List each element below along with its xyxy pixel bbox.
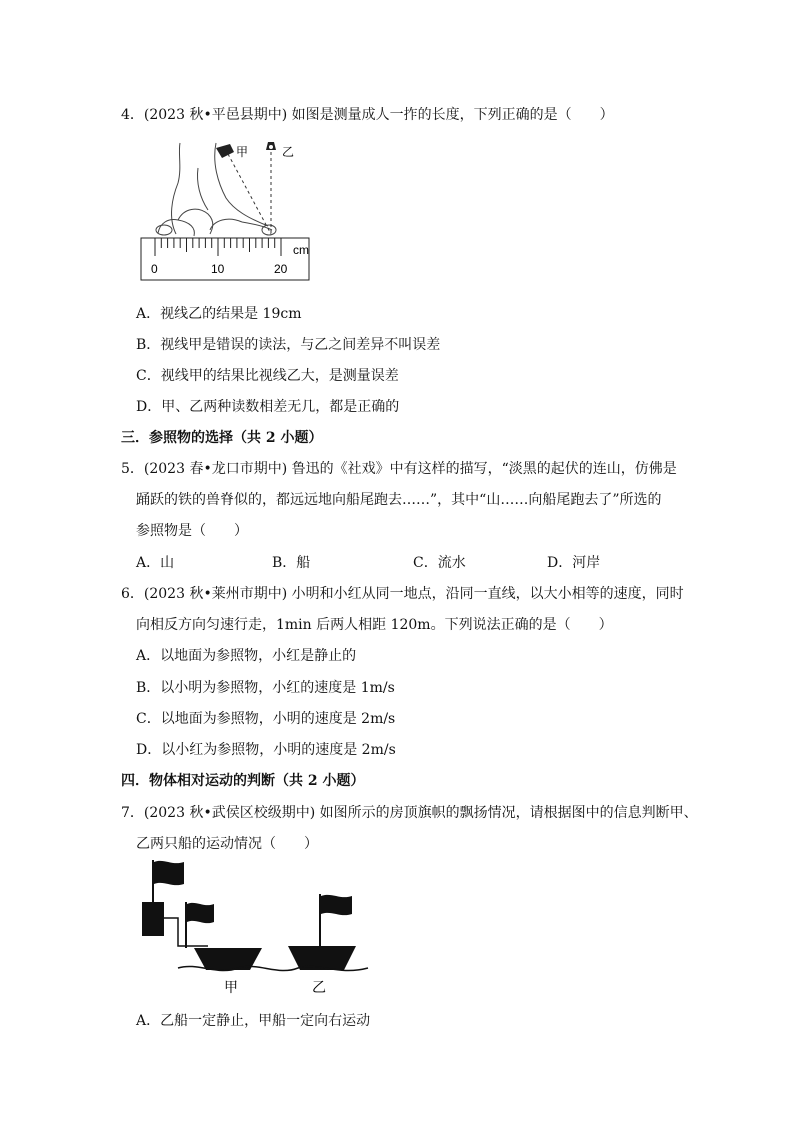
q6-option-d: D．以小红为参照物，小明的速度是 2m/s xyxy=(136,742,396,758)
boat-yi-flag xyxy=(321,895,352,915)
section-4-title: 四．物体相对运动的判断（共 2 小题） xyxy=(121,773,365,789)
section-3-title: 三．参照物的选择（共 2 小题） xyxy=(121,430,323,446)
figure-label-jia: 甲 xyxy=(236,145,249,159)
q4-option-d: D．甲、乙两种读数相差无几，都是正确的 xyxy=(136,399,400,415)
q7-option-a: A．乙船一定静止，甲船一定向右运动 xyxy=(136,1013,371,1029)
ruler-label-0: 0 xyxy=(151,262,158,276)
boat-yi xyxy=(288,946,356,970)
q4-option-a: A．视线乙的结果是 19cm xyxy=(136,306,302,322)
boat-label-jia: 甲 xyxy=(224,979,238,995)
q4-option-c: C．视线甲的结果比视线乙大，是测量误差 xyxy=(136,368,399,384)
q5-option-a: A．山 xyxy=(136,555,175,571)
q6-line1: 6．(2023 秋•莱州市期中) 小明和小红从同一地点，沿同一直线，以大小相等的速度，同时 xyxy=(121,586,684,602)
q7-line2: 乙两只船的运动情况（ ） xyxy=(136,836,318,852)
sight-line-jia xyxy=(228,154,271,234)
eye-yi-icon xyxy=(266,142,276,150)
q5-option-c: C．流水 xyxy=(413,555,466,571)
q5-line2: 踊跃的铁的兽脊似的，都远远地向船尾跑去……”，其中“山……向船尾跑去了”所选的 xyxy=(136,492,662,508)
hand-drawing xyxy=(158,143,272,236)
q5-line3: 参照物是（ ） xyxy=(136,523,248,539)
figure-label-yi: 乙 xyxy=(282,145,295,159)
ruler-label-10: 10 xyxy=(211,262,225,276)
q6-line2: 向相反方向匀速行走，1min 后两人相距 120m。下列说法正确的是（ ） xyxy=(136,617,613,633)
q7-boats-figure xyxy=(138,858,378,998)
house xyxy=(142,902,164,936)
q6-option-b: B．以小明为参照物，小红的速度是 1m/s xyxy=(136,680,395,696)
q6-option-a: A．以地面为参照物，小红是静止的 xyxy=(136,648,357,664)
ruler-label-20: 20 xyxy=(274,262,288,276)
eye-jia-icon xyxy=(216,144,234,158)
q5-option-b: B．船 xyxy=(272,555,311,571)
q5-option-d: D．河岸 xyxy=(547,555,601,571)
boat-label-yi: 乙 xyxy=(312,979,326,995)
house-flag xyxy=(154,861,184,885)
ruler-ticks xyxy=(155,238,281,256)
ruler-unit: cm xyxy=(293,243,309,257)
q6-option-c: C．以地面为参照物，小明的速度是 2m/s xyxy=(136,711,396,727)
q4-option-b: B．视线甲是错误的读法，与乙之间差异不叫误差 xyxy=(136,337,441,353)
q4-stem: 4．(2023 秋•平邑县期中) 如图是测量成人一拃的长度，下列正确的是（ ） xyxy=(121,107,614,123)
boat-jia-flag xyxy=(187,903,214,923)
q7-line1: 7．(2023 秋•武侯区校级期中) 如图所示的房顶旗帜的飘扬情况，请根据图中的信息判断甲、 xyxy=(121,805,698,821)
q5-line1: 5．(2023 春•龙口市期中) 鲁迅的《社戏》中有这样的描写，“淡黑的起伏的连山，仿佛是 xyxy=(121,461,677,477)
q4-ruler-figure xyxy=(138,138,328,283)
